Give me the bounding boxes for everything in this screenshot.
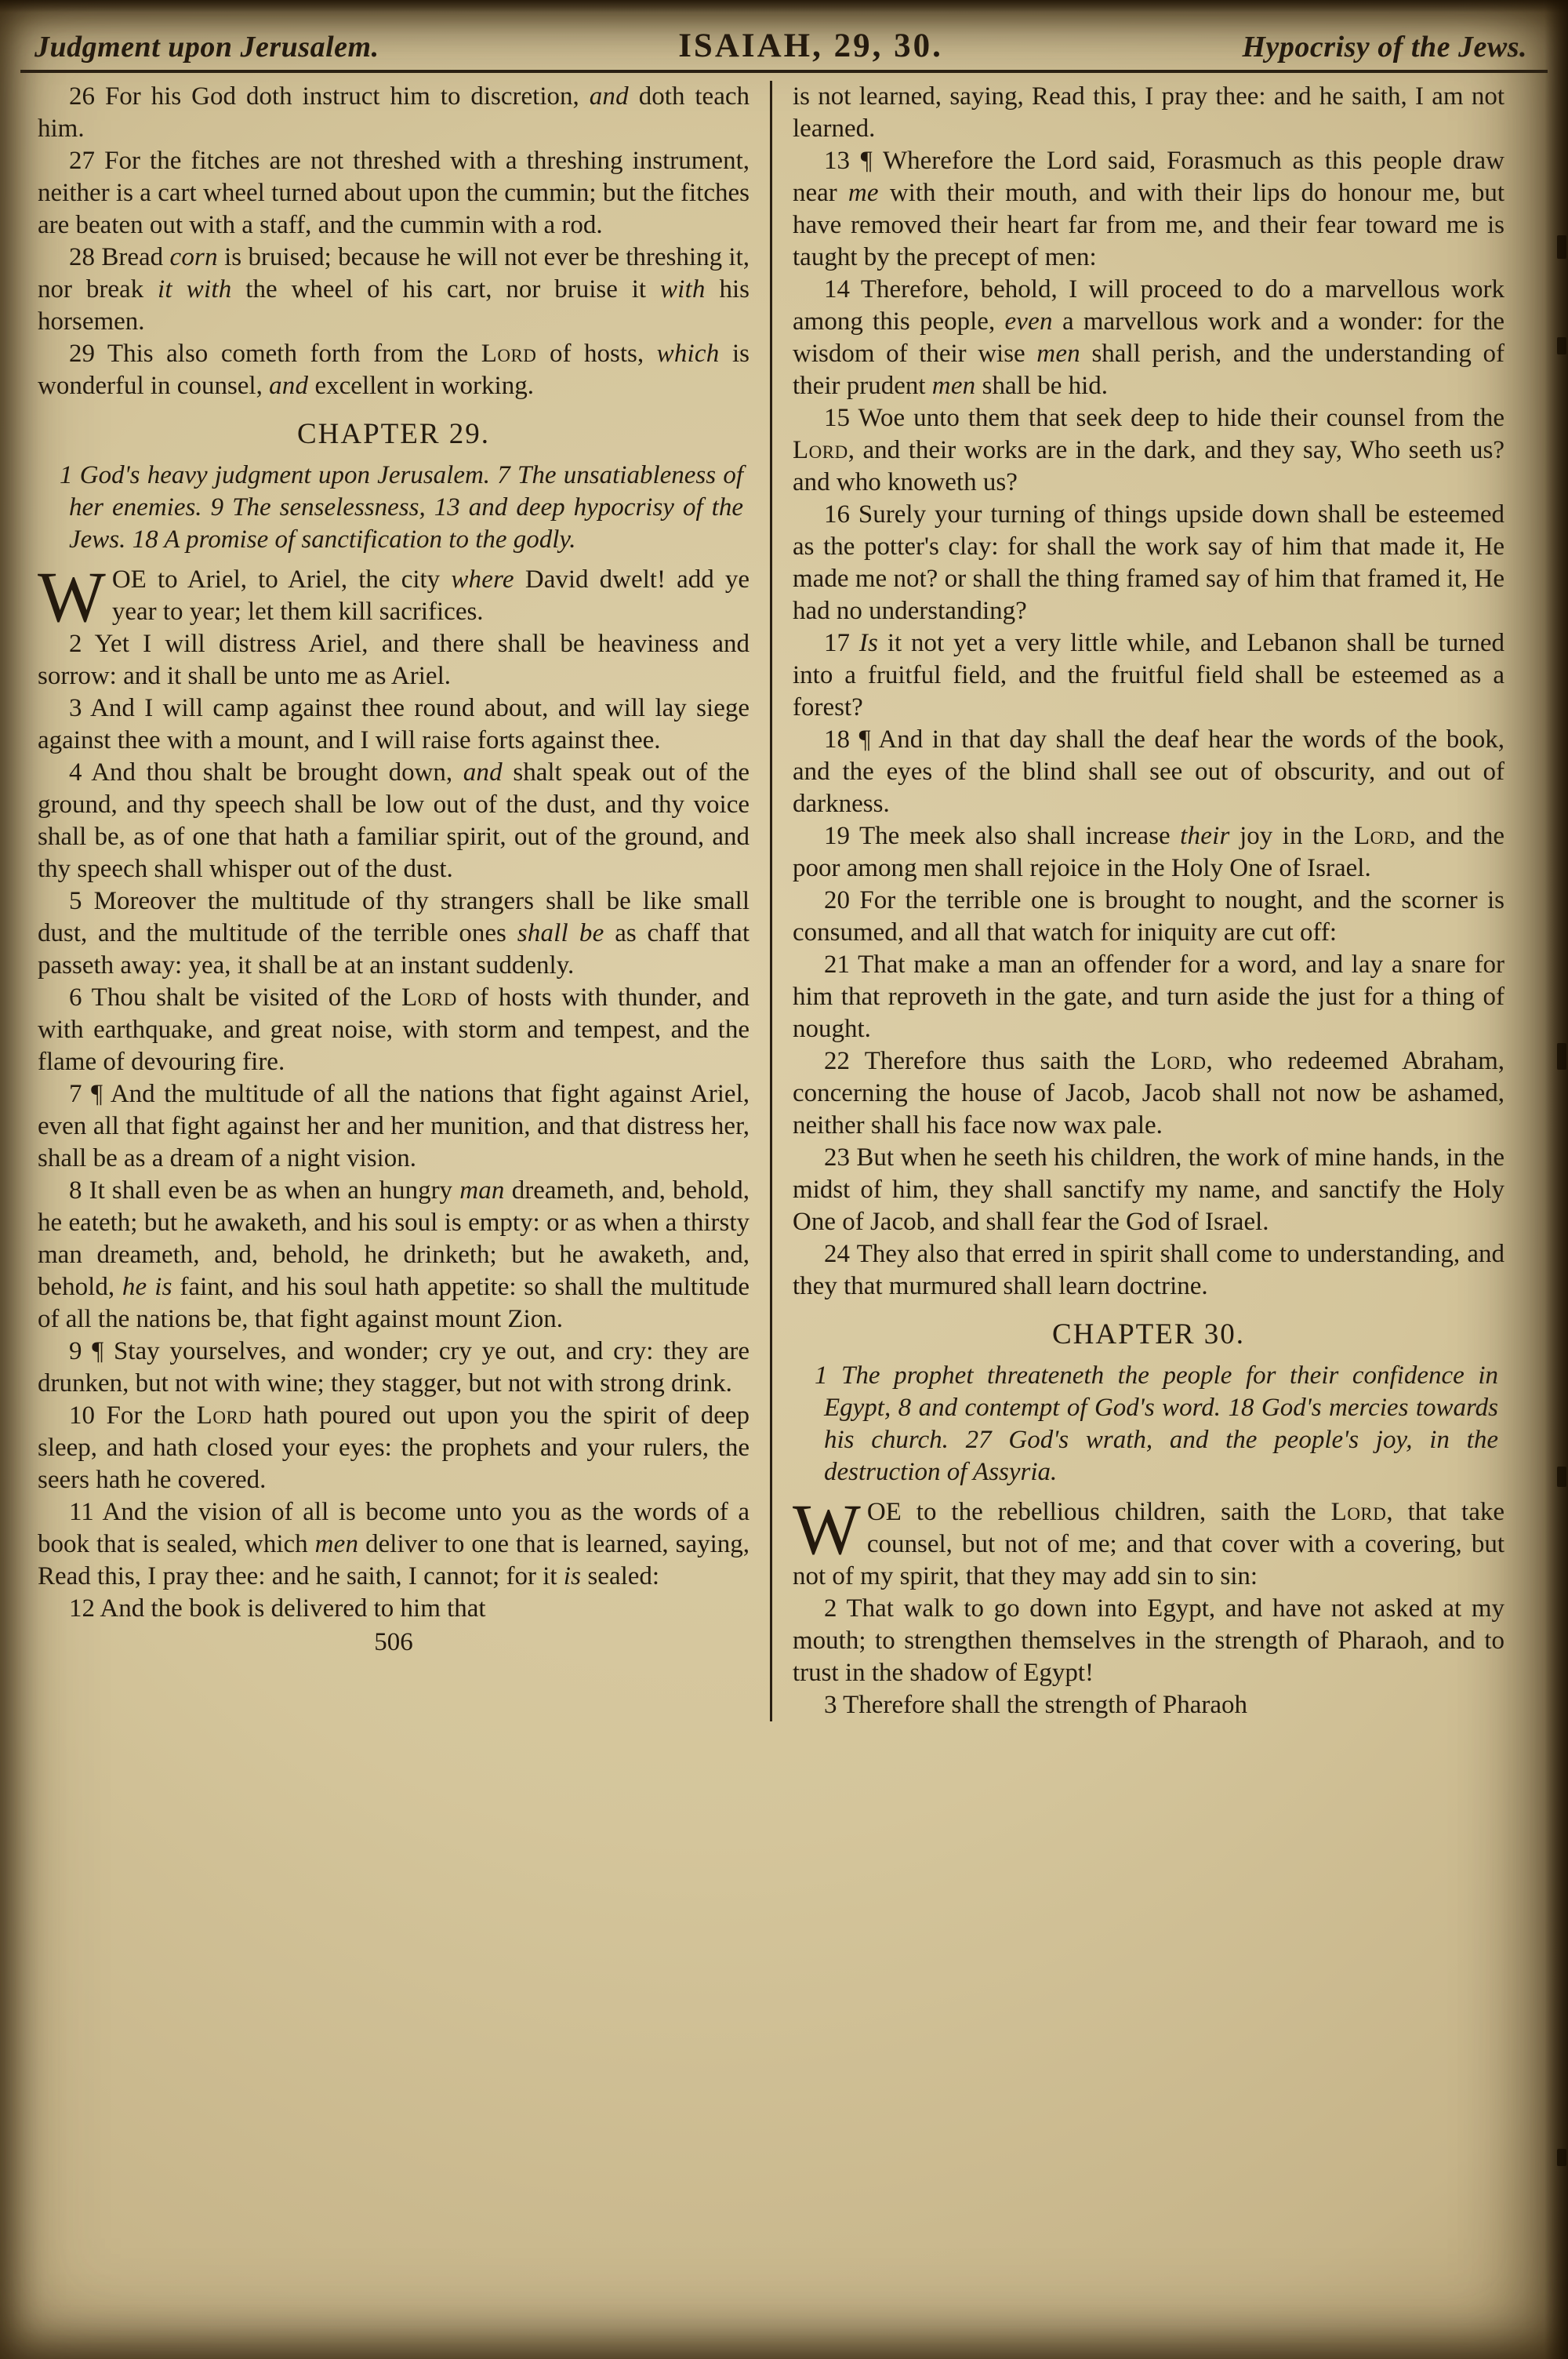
page-edge-shadow-top xyxy=(0,0,1568,13)
scan-artifact xyxy=(1557,337,1566,354)
running-head-left: Judgment upon Jerusalem. xyxy=(34,31,379,64)
verse: 16 Surely your turning of things upside down shall be esteemed as the potter's clay: for shall the work say of him that made it, He made me not? or shall the thing framed say of him that framed it, He had no understanding? xyxy=(793,500,1504,625)
verse: 14 Therefore, behold, I will proceed to do a marvellous work among this people, even a marvellous work and a wonder: for the wisdom of their wise men shall perish, and the understanding of their prudent men shall be hid. xyxy=(793,275,1504,400)
verse: 21 That make a man an offender for a word, and lay a snare for him that reproveth in the gate, and turn aside the just for a thing of nought. xyxy=(793,951,1504,1043)
verse: 3 And I will camp against thee round about, and will lay siege against thee with a mount, and I will raise forts against thee. xyxy=(38,694,750,754)
right-column xyxy=(793,81,1504,1721)
chapter-summary: 1 God's heavy judgment upon Jerusalem. 7 The unsatiableness of her enemies. 9 The senselessness, 13 and deep hypocrisy of the Jews. 18 A promise of sanctification to the godly. xyxy=(60,461,743,554)
scan-artifact xyxy=(1557,235,1566,259)
verse: 2 Yet I will distress Ariel, and there shall be heaviness and sorrow: and it shall be unto me as Ariel. xyxy=(38,630,750,690)
running-head-title: ISAIAH, 29, 30. xyxy=(678,27,943,64)
verse: 15 Woe unto them that seek deep to hide their counsel from the Lord, and their works are in the dark, and they say, Who seeth us? and who knoweth us? xyxy=(793,404,1504,496)
chapter-summary: 1 The prophet threateneth the people for their confidence in Egypt, 8 and contempt of God's word. 18 God's mercies towards his church. 27 God's wrath, and the people's joy, in the destruction of Assyria. xyxy=(815,1361,1498,1486)
verse: WOE to Ariel, to Ariel, the city where David dwelt! add ye year to year; let them kill sacrifices. xyxy=(38,557,750,637)
text-columns xyxy=(0,73,1568,1721)
verse: 20 For the terrible one is brought to nought, and the scorner is consumed, and all that watch for iniquity are cut off: xyxy=(793,886,1504,947)
verse: 23 But when he seeth his children, the work of mine hands, in the midst of him, they shall sanctify my name, and sanctify the Holy One of Jacob, and shall fear the God of Israel. xyxy=(793,1143,1504,1236)
verse: 13 ¶ Wherefore the Lord said, Forasmuch as this people draw near me with their mouth, and with their lips do honour me, but have removed their heart far from me, and their fear toward me is taught by the precept of men: xyxy=(793,147,1504,271)
drop-cap: W xyxy=(793,1489,861,1569)
verse: 4 And thou shalt be brought down, and shalt speak out of the ground, and thy speech shall be low out of the dust, and thy voice shall be, as of one that hath a familiar spirit, out of the ground, and thy speech shall whisper out of the dust. xyxy=(38,758,750,883)
verse: 12 And the book is delivered to him that xyxy=(69,1594,486,1623)
running-head-right: Hypocrisy of the Jews. xyxy=(1242,31,1527,64)
verse: 29 This also cometh forth from the Lord of hosts, which is wonderful in counsel, and excellent in working. xyxy=(38,340,750,400)
verse: 2 That walk to go down into Egypt, and have not asked at my mouth; to strengthen themselves in the strength of Pharaoh, and to trust in the shadow of Egypt! xyxy=(793,1594,1504,1687)
verse: 27 For the fitches are not threshed with a threshing instrument, neither is a cart wheel turned about upon the cummin; but the fitches are beaten out with a staff, and the cummin with a rod. xyxy=(38,147,750,239)
verse: 28 Bread corn is bruised; because he will not ever be threshing it, nor break it with the wheel of his cart, nor bruise it with his horsemen. xyxy=(38,243,750,336)
page-number: 506 xyxy=(374,1628,413,1656)
verse: 17 Is it not yet a very little while, and Lebanon shall be turned into a fruitful field, and the fruitful field shall be esteemed as a forest? xyxy=(793,629,1504,722)
scan-artifact xyxy=(1557,1043,1566,1070)
scan-artifact xyxy=(1557,2149,1566,2166)
scan-artifact xyxy=(1557,1467,1566,1487)
chapter-heading: CHAPTER 29. xyxy=(296,418,491,450)
verse-continuation: is not learned, saying, Read this, I pray thee: and he saith, I am not learned. xyxy=(793,82,1504,143)
verse: 11 And the vision of all is become unto you as the words of a book that is sealed, which men deliver to one that is learned, saying, Read this, I pray thee: and he saith, I cannot; for it is sealed: xyxy=(38,1498,750,1590)
verse: 24 They also that erred in spirit shall come to understanding, and they that murmured shall learn doctrine. xyxy=(793,1240,1504,1300)
verse: 19 The meek also shall increase their joy in the Lord, and the poor among men shall rejoice in the Holy One of Israel. xyxy=(793,822,1505,882)
verse: 5 Moreover the multitude of thy strangers shall be like small dust, and the multitude of the terrible ones shall be as chaff that passeth away: yea, it shall be at an instant suddenly. xyxy=(38,887,750,980)
verse: 7 ¶ And the multitude of all the nations that fight against Ariel, even all that fight against her and her munition, and that distress her, shall be as a dream of a night vision. xyxy=(38,1080,750,1172)
verse: 3 Therefore shall the strength of Pharaoh xyxy=(824,1691,1248,1719)
verse: 18 ¶ And in that day shall the deaf hear the words of the book, and the eyes of the blind shall see out of obscurity, and out of darkness. xyxy=(793,725,1504,818)
left-column xyxy=(38,81,750,1721)
column-divider xyxy=(770,81,772,1721)
verse: 8 It shall even be as when an hungry man dreameth, and, behold, he eateth; but he awaketh, and his soul is empty: or as when a thirsty man dreameth, and, behold, he drinketh; but he awaketh, and, behold, he is faint, and his soul hath appetite: so shall the multitude of all the nations be, that fight against mount Zion. xyxy=(38,1176,750,1333)
verse: 22 Therefore thus saith the Lord, who redeemed Abraham, concerning the house of Jacob, Jacob shall not now be ashamed, neither shall his face now wax pale. xyxy=(793,1047,1505,1140)
verse: 10 For the Lord hath poured out upon you the spirit of deep sleep, and hath closed your eyes: the prophets and your rulers, the seers hath he covered. xyxy=(38,1401,750,1494)
verse: 6 Thou shalt be visited of the Lord of hosts with thunder, and with earthquake, and great noise, with storm and tempest, and the flame of devouring fire. xyxy=(38,983,750,1076)
verse: 9 ¶ Stay yourselves, and wonder; cry ye out, and cry: they are drunken, but not with wine; they stagger, but not with strong drink. xyxy=(38,1337,750,1398)
verse: 26 For his God doth instruct him to discretion, and doth teach him. xyxy=(38,82,750,143)
drop-cap: W xyxy=(38,557,106,637)
verse: WOE to the rebellious children, saith the Lord, that take counsel, but not of me; and that cover with a covering, but not of my spirit, that they may add sin to sin: xyxy=(793,1489,1504,1590)
chapter-heading: CHAPTER 30. xyxy=(1051,1318,1246,1350)
